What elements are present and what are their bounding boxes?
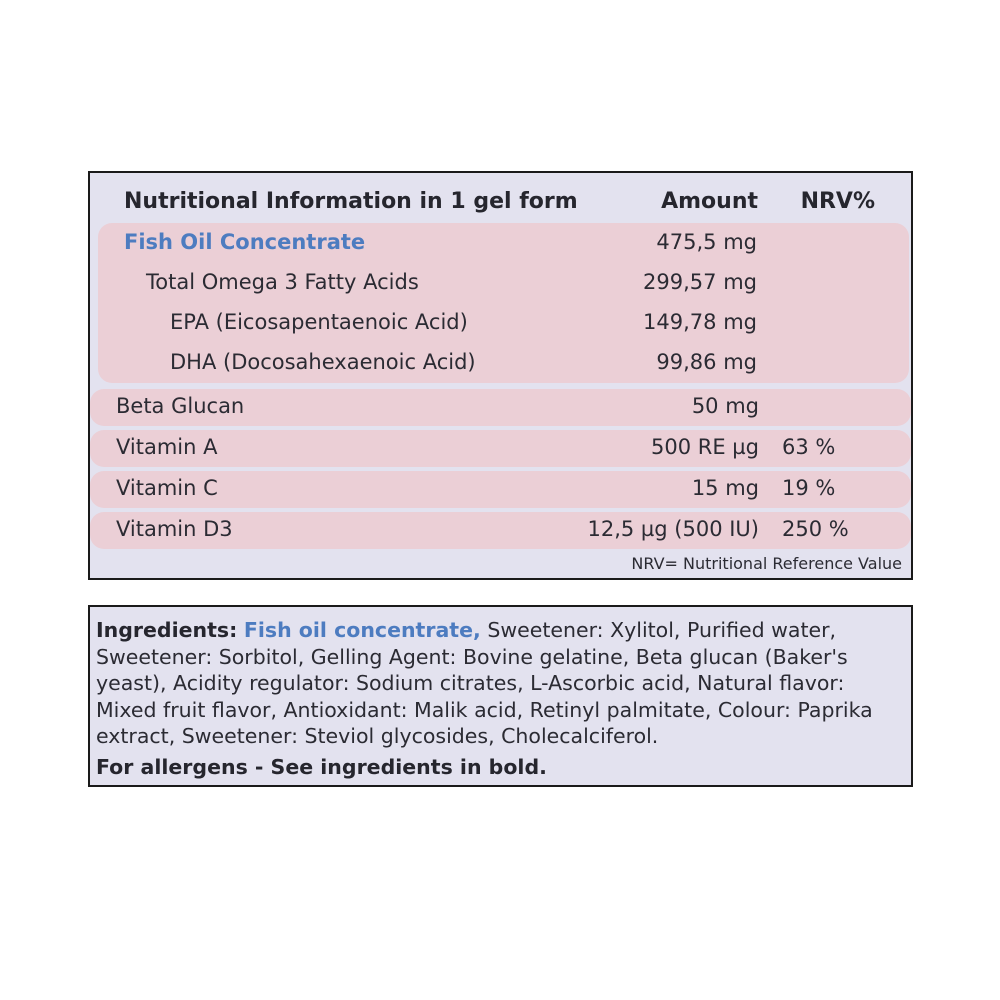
table-row	[90, 512, 911, 549]
fish-oil-label: Fish Oil Concentrate	[124, 230, 366, 254]
vitamin-a-amount: 500 RE µg	[651, 435, 759, 459]
dha-amount: 99,86 mg	[656, 350, 757, 374]
vitamin-d3-label: Vitamin D3	[116, 517, 233, 541]
table-row	[90, 389, 911, 426]
table-row	[98, 303, 909, 343]
table-row	[98, 223, 909, 263]
omega3-label: Total Omega 3 Fatty Acids	[146, 270, 419, 294]
ingredients-label: Ingredients:	[96, 618, 238, 642]
fish-oil-amount: 475,5 mg	[656, 230, 757, 254]
allergen-note: For allergens - See ingredients in bold.	[96, 754, 547, 779]
table-row	[90, 471, 911, 508]
vitamin-d3-amount: 12,5 µg (500 IU)	[587, 517, 759, 541]
epa-amount: 149,78 mg	[643, 310, 757, 334]
ingredients-list: Sweetener: Xylitol, Purified water, Sweetener: Sorbitol, Gelling Agent: Bovine gelatine, Beta glucan (Baker's yeast), Acidity regulator: Sodium citrates, L-Ascorbic acid, Natural flavor: Mixed fruit flavor, Antioxidant: Malik acid, Retinyl palmitate, Colour: Paprika extract, Sweetener: Steviol glycosides, Cholecalciferol.	[96, 618, 873, 748]
table-row	[98, 263, 909, 303]
table-row	[90, 430, 911, 467]
beta-glucan-amount: 50 mg	[691, 394, 759, 418]
header-title: Nutritional Information in 1 gel form	[124, 189, 578, 214]
fish-oil-group	[98, 223, 909, 383]
vitamin-d3-nrv: 250 %	[782, 517, 849, 541]
nutrition-table	[88, 171, 913, 580]
vitamin-c-amount: 15 mg	[691, 476, 759, 500]
ingredients-box	[88, 605, 913, 787]
beta-glucan-label: Beta Glucan	[116, 394, 245, 418]
epa-label: EPA (Eicosapentaenoic Acid)	[170, 310, 468, 334]
table-header	[124, 181, 911, 221]
vitamin-a-nrv: 63 %	[782, 435, 836, 459]
omega3-amount: 299,57 mg	[643, 270, 757, 294]
vitamin-c-nrv: 19 %	[782, 476, 836, 500]
vitamin-c-label: Vitamin C	[116, 476, 218, 500]
nrv-footnote: NRV= Nutritional Reference Value	[631, 554, 902, 573]
vitamin-a-label: Vitamin A	[116, 435, 218, 459]
ingredients-highlight: Fish oil concentrate,	[243, 618, 481, 642]
table-row	[98, 343, 909, 383]
dha-label: DHA (Docosahexaenoic Acid)	[170, 350, 476, 374]
header-nrv: NRV%	[800, 189, 875, 214]
header-amount: Amount	[661, 189, 758, 214]
ingredients-text	[96, 617, 908, 780]
